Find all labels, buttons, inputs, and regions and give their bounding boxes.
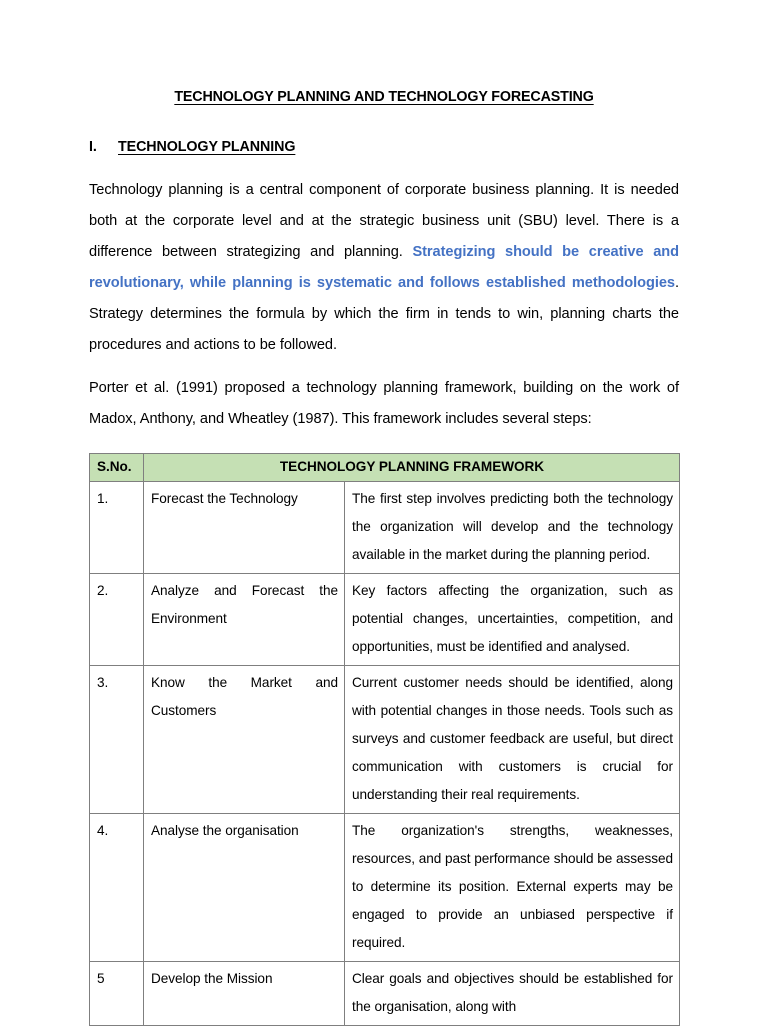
table-cell-sno: 2.	[90, 573, 144, 665]
paragraph-1-part-1: Technology planning is a central component of corporate business planning. It is needed both at the corporate level and at the strategic business unit (SBU) level. There is a difference between strategizing and planning.	[89, 181, 679, 260]
table-header-sno: S.No.	[90, 453, 144, 481]
table-cell-description: The organization's strengths, weaknesses, resources, and past performance should be assessed to determine its position. External experts may be engaged to provide an unbiased perspective if required.	[345, 813, 680, 961]
table-cell-description: Clear goals and objectives should be established for the organisation, along with	[345, 961, 680, 1025]
table-cell-step: Know the Market and Customers	[144, 665, 345, 813]
table-row	[90, 665, 680, 813]
table-row	[90, 481, 680, 573]
table-row	[90, 813, 680, 961]
table-cell-description: The first step involves predicting both the technology the organization will develop and the technology available in the market during the planning period.	[345, 481, 680, 573]
section-heading	[89, 107, 679, 157]
paragraph-porter-framework: Porter et al. (1991) proposed a technology planning framework, building on the work of Madox, Anthony, and Wheatley (1987). This framework includes several steps:	[89, 379, 679, 427]
table-cell-description: Current customer needs should be identified, along with potential changes in those needs. Tools such as surveys and customer feedback are useful, but direct communication with customers is crucial for understanding their real requirements.	[345, 665, 680, 813]
table-cell-sno: 5	[90, 961, 144, 1025]
table-cell-description: Key factors affecting the organization, such as potential changes, uncertainties, competition, and opportunities, must be identified and analysed.	[345, 573, 680, 665]
section-numeral: I.	[89, 139, 97, 156]
document-title-text: TECHNOLOGY PLANNING AND TECHNOLOGY FORECASTING	[174, 89, 594, 105]
technology-planning-framework-table	[89, 453, 680, 1026]
table-cell-sno: 3.	[90, 665, 144, 813]
table-header-title: TECHNOLOGY PLANNING FRAMEWORK	[144, 453, 680, 481]
table-cell-step: Analyze and Forecast the Environment	[144, 573, 345, 665]
table-row	[90, 961, 680, 1025]
paragraph-technology-planning	[89, 158, 679, 361]
table-row	[90, 573, 680, 665]
paragraph-1-highlight: Strategizing should be creative and revolutionary, while planning is systematic and follows established methodologies	[89, 243, 679, 291]
paragraph-1-part-2: . Strategy determines the formula by which the firm in tends to win, planning charts the procedures and actions to be followed.	[89, 274, 679, 353]
table-cell-step: Forecast the Technology	[144, 481, 345, 573]
table-cell-sno: 4.	[90, 813, 144, 961]
table-cell-step: Analyse the organisation	[144, 813, 345, 961]
table-cell-step: Develop the Mission	[144, 961, 345, 1025]
table-cell-sno: 1.	[90, 481, 144, 573]
document-title	[89, 0, 679, 107]
table-header-row	[90, 453, 680, 481]
section-heading-text: TECHNOLOGY PLANNING	[118, 139, 296, 156]
